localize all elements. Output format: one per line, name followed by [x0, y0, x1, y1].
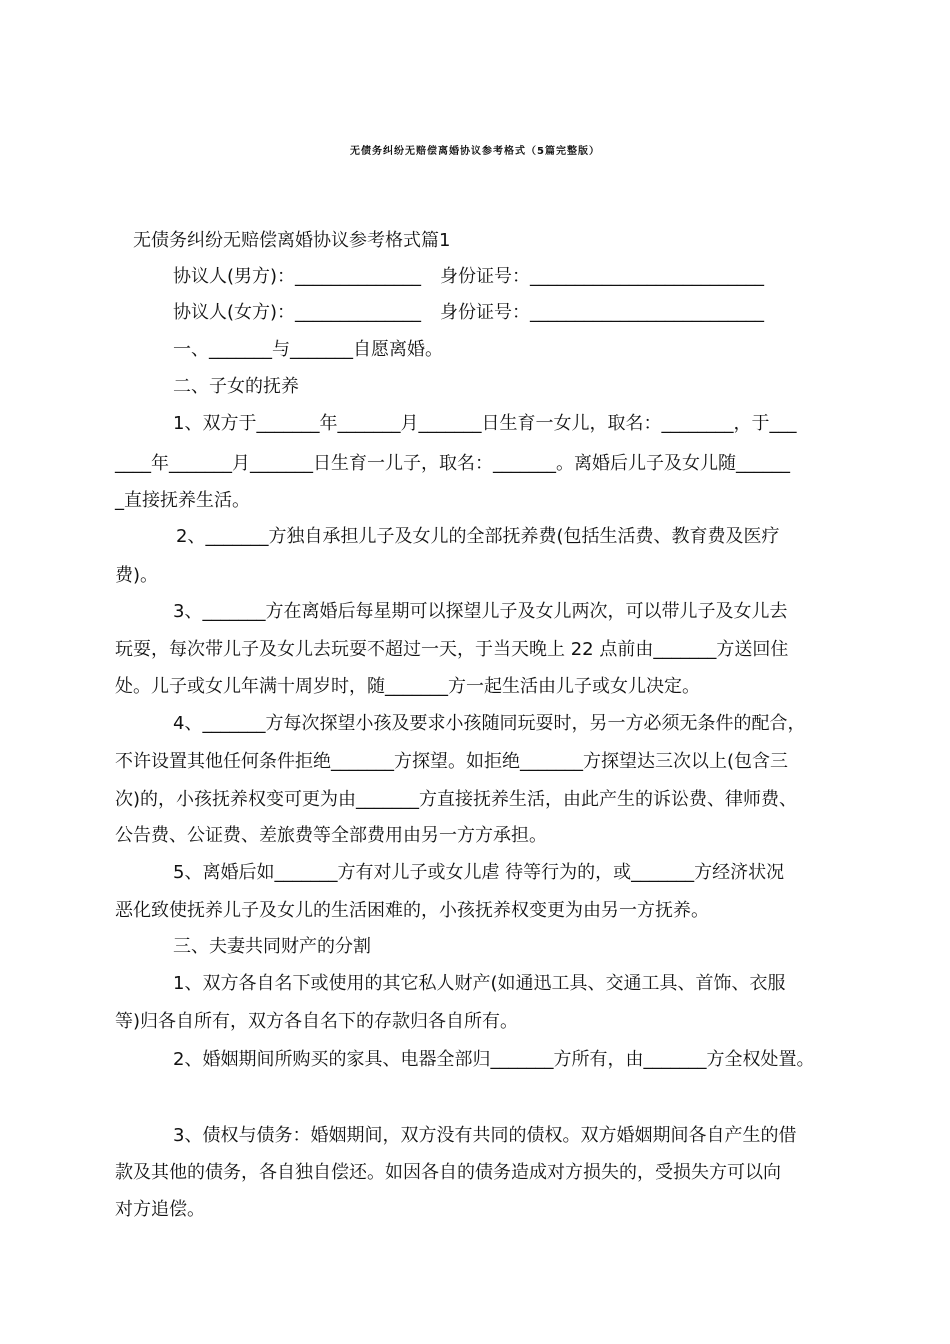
clause-text: 不许设置其他任何条件拒绝_______方探望。如拒绝_______方探望达三次以上(包含三 [115, 751, 789, 772]
document-title: 无债务纠纷无赔偿离婚协议参考格式（5篇完整版） [350, 146, 600, 157]
party-male-id-label: 身份证号：__________________________ [440, 266, 764, 287]
clause-text: 款及其他的债务，各自独自偿还。如因各自的债务造成对方损失的，受损失方可以向 [115, 1162, 781, 1183]
clause-text: 公告费、公证费、差旅费等全部费用由另一方方承担。 [115, 825, 547, 846]
party-male-label: 协议人(男方)：______________ [173, 266, 422, 287]
party-female-id-label: 身份证号：__________________________ [440, 302, 764, 323]
clause-divorce: 一、_______与_______自愿离婚。 [173, 339, 443, 360]
clause-text: 2、婚姻期间所购买的家具、电器全部归_______方所有，由_______方全权处置。 [173, 1049, 815, 1070]
clause-text: 费)。 [115, 565, 159, 586]
section-heading-property: 三、夫妻共同财产的分割 [173, 936, 371, 957]
clause-text: 对方追偿。 [115, 1199, 205, 1220]
clause-text: 4、_______方每次探望小孩及要求小孩随同玩耍时，另一方必须无条件的配合， [173, 713, 806, 734]
clause-text: 2、_______方独自承担儿子及女儿的全部抚养费(包括生活费、教育费及医疗 [176, 526, 780, 547]
clause-text: 处。儿子或女儿年满十周岁时，随_______方一起生活由儿子或女儿决定。 [115, 676, 700, 697]
clause-text: 玩耍，每次带儿子及女儿去玩耍不超过一天，于当天晚上 22 点前由_______方送回住 [115, 639, 789, 660]
clause-text: ____年_______月_______日生育一儿子，取名：_______。离婚后儿子及女儿随______ [115, 453, 790, 474]
clause-text: 3、债权与债务：婚姻期间，双方没有共同的债权。双方婚姻期间各自产生的借 [173, 1125, 797, 1146]
clause-text: 3、_______方在离婚后每星期可以探望儿子及女儿两次，可以带儿子及女儿去 [173, 601, 788, 622]
party-female-label: 协议人(女方)：______________ [173, 302, 422, 323]
section-heading-children: 二、子女的抚养 [173, 376, 299, 397]
clause-text: 1、双方于_______年_______月_______日生育一女儿，取名：________，于___ [173, 413, 797, 434]
section-subtitle: 无债务纠纷无赔偿离婚协议参考格式篇1 [133, 230, 451, 251]
clause-text: 次)的，小孩抚养权变可更为由_______方直接抚养生活，由此产生的诉讼费、律师费、 [115, 789, 798, 810]
clause-text: _直接抚养生活。 [115, 490, 250, 511]
clause-text: 5、离婚后如_______方有对儿子或女儿虐 待等行为的，或_______方经济状况 [173, 862, 785, 883]
clause-text: 1、双方各自名下或使用的其它私人财产(如通迅工具、交通工具、首饰、衣服 [173, 973, 786, 994]
clause-text: 恶化致使抚养儿子及女儿的生活困难的，小孩抚养权变更为由另一方抚养。 [115, 900, 709, 921]
clause-text: 等)归各自所有，双方各自名下的存款归各自所有。 [115, 1011, 519, 1032]
